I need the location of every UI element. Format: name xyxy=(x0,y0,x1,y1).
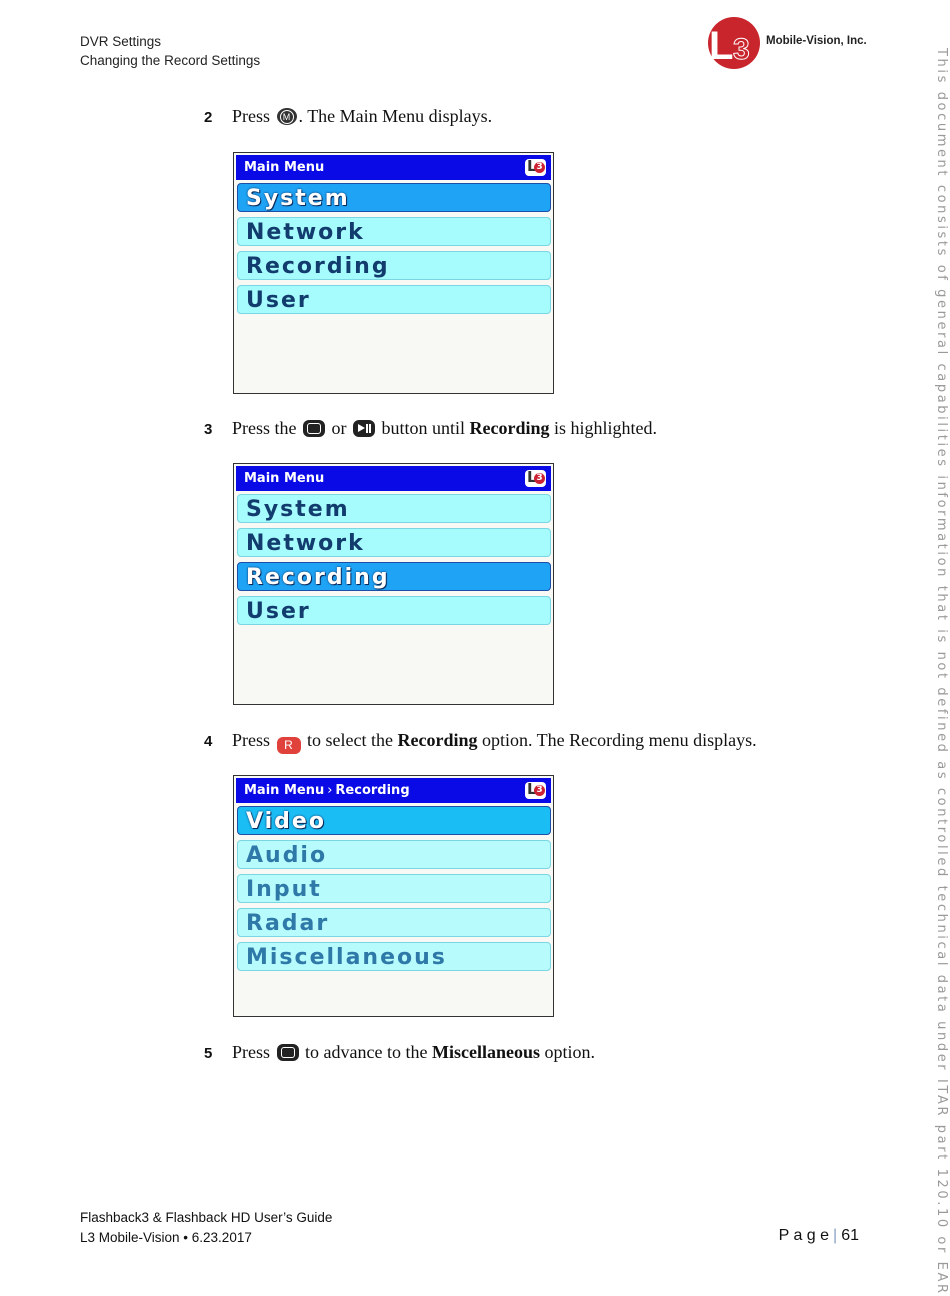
main-menu-screen xyxy=(233,152,554,394)
recording-menu-screen xyxy=(233,775,554,1017)
stop-button-icon xyxy=(277,1044,299,1061)
main-menu-recording-highlighted-screen xyxy=(233,463,554,705)
menu-item-user[interactable]: User xyxy=(237,285,551,314)
step-text: option. xyxy=(539,1042,595,1062)
l3-logo-mark xyxy=(704,15,764,71)
menu-item-miscellaneous[interactable]: Miscellaneous xyxy=(237,942,551,971)
step-text: Press xyxy=(232,106,275,126)
footer-publisher-date: L3 Mobile-Vision • 6.23.2017 xyxy=(80,1230,252,1245)
menu-item-recording[interactable]: Recording xyxy=(237,251,551,280)
step-text: to advance to the xyxy=(300,1042,432,1062)
screen-title-bar xyxy=(236,466,551,491)
page-number-value: 61 xyxy=(841,1227,859,1244)
step-text: Press the xyxy=(232,418,301,438)
play-pause-button-icon xyxy=(353,420,375,437)
svg-text:L: L xyxy=(709,24,734,68)
step-text: is highlighted. xyxy=(549,418,658,438)
header-section: Changing the Record Settings xyxy=(80,53,261,68)
export-control-notice: This document consists of general capabilities information that is not defined as controlled technical data under ITAR part 120.10 or EAR xyxy=(934,48,949,1296)
step-text: button until xyxy=(377,418,470,438)
step-3 xyxy=(204,418,657,439)
step-text: to select the xyxy=(302,730,398,750)
menu-item-network[interactable]: Network xyxy=(237,217,551,246)
menu-button-icon xyxy=(277,108,297,125)
footer-guide-title: Flashback3 & Flashback HD User’s Guide xyxy=(80,1210,333,1225)
breadcrumb-chevron-icon: › xyxy=(327,783,333,798)
l3-badge-icon xyxy=(525,159,546,176)
step-text: . The Main Menu displays. xyxy=(298,106,493,126)
step-number: 5 xyxy=(204,1045,213,1062)
logo-company-name: Mobile-Vision, Inc. xyxy=(766,35,867,47)
menu-item-input[interactable]: Input xyxy=(237,874,551,903)
menu-item-system[interactable]: System xyxy=(237,494,551,523)
page-number xyxy=(779,1227,859,1245)
menu-item-audio[interactable]: Audio xyxy=(237,840,551,869)
step-text: Press xyxy=(232,1042,275,1062)
step-text: or xyxy=(327,418,351,438)
screen-title: Main Menu xyxy=(244,160,325,175)
l3-badge-icon xyxy=(525,470,546,487)
screen-title: Main Menu xyxy=(244,783,325,798)
step-bold-text: Recording xyxy=(397,730,478,750)
menu-item-user[interactable]: User xyxy=(237,596,551,625)
menu-item-radar[interactable]: Radar xyxy=(237,908,551,937)
menu-item-recording[interactable]: Recording xyxy=(237,562,551,591)
step-5 xyxy=(204,1042,595,1063)
step-bold-text: Recording xyxy=(469,418,550,438)
running-footer xyxy=(80,1208,332,1248)
page-separator: | xyxy=(833,1227,838,1244)
step-text: option. The Recording menu displays. xyxy=(477,730,757,750)
record-button-icon: R xyxy=(277,737,301,754)
screen-subtitle: Recording xyxy=(335,783,410,798)
step-2 xyxy=(204,106,492,127)
screen-title-bar xyxy=(236,155,551,180)
step-4 xyxy=(204,730,757,754)
header-chapter: DVR Settings xyxy=(80,34,162,49)
step-number: 2 xyxy=(204,109,213,126)
menu-item-video[interactable]: Video xyxy=(237,806,551,835)
menu-item-system[interactable]: System xyxy=(237,183,551,212)
step-bold-text: Miscellaneous xyxy=(431,1042,540,1062)
running-header xyxy=(80,32,260,70)
page-label: P a g e xyxy=(778,1227,830,1244)
menu-item-network[interactable]: Network xyxy=(237,528,551,557)
stop-button-icon xyxy=(303,420,325,437)
screen-title-bar xyxy=(236,778,551,803)
l3-badge-icon xyxy=(525,782,546,799)
step-number: 3 xyxy=(204,421,213,438)
screen-title: Main Menu xyxy=(244,471,325,486)
step-number: 4 xyxy=(204,733,213,750)
l3-logo xyxy=(704,15,874,71)
svg-text:3: 3 xyxy=(733,33,750,66)
step-text: Press xyxy=(232,730,275,750)
